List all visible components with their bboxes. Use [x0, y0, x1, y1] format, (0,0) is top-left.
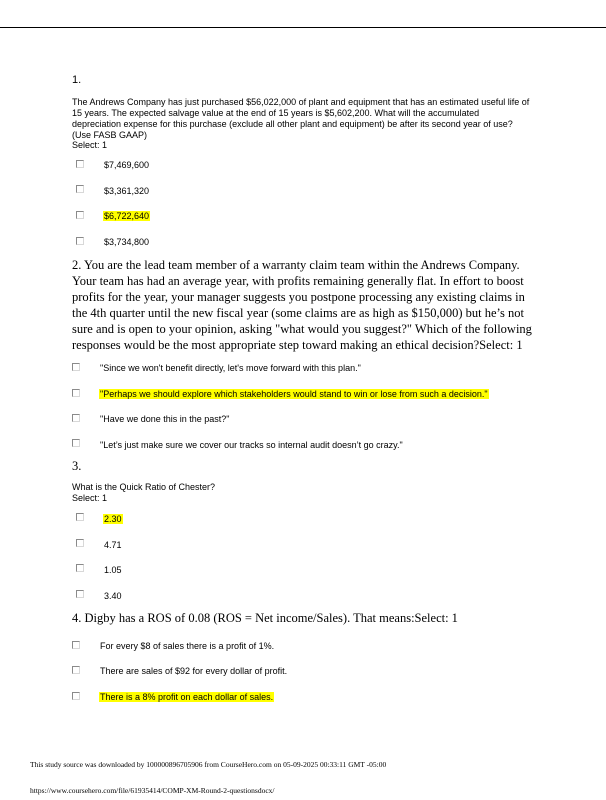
q1-option-2-checkbox[interactable]: [76, 185, 84, 193]
q2-option-2-answer: [99, 389, 489, 400]
q4-option-3-checkbox[interactable]: [72, 692, 80, 700]
q4-option-1-checkbox[interactable]: [72, 641, 80, 649]
q4-option-3-answer: [99, 692, 274, 703]
q1-number: 1.: [72, 74, 82, 86]
q4-text: 4. Digby has a ROS of 0.08 (ROS = Net income/Sales). That means:Select: 1: [72, 611, 458, 625]
q3-option-2: 4.71: [104, 540, 122, 550]
q1-select: Select: 1: [72, 140, 108, 150]
q3-option-4-checkbox[interactable]: [76, 590, 84, 598]
q1-option-3-answer: [103, 211, 150, 222]
q2-option-1-checkbox[interactable]: [72, 363, 80, 371]
highlight: 2.30: [104, 514, 122, 524]
q4-option-1: For every $8 of sales there is a profit of 1%.: [100, 641, 275, 651]
header-rule: [0, 27, 606, 28]
q2-option-3-checkbox[interactable]: [72, 414, 80, 422]
q1-option-4-checkbox[interactable]: [76, 237, 84, 245]
q3-option-4: 3.40: [104, 591, 122, 601]
q3-option-3-checkbox[interactable]: [76, 564, 84, 572]
q2-option-3: "Have we done this in the past?": [100, 414, 230, 424]
q1-option-1-checkbox[interactable]: [76, 160, 84, 168]
q4-option-2-checkbox[interactable]: [72, 666, 80, 674]
q3-text: What is the Quick Ratio of Chester?: [72, 482, 216, 492]
highlight: $6,722,640: [104, 211, 150, 221]
q2-option-4: "Let’s just make sure we cover our tracks so internal audit doesn’t go crazy.": [100, 440, 403, 450]
q3-select: Select: 1: [72, 493, 108, 503]
q3-option-2-checkbox[interactable]: [76, 539, 84, 547]
q2-option-2-checkbox[interactable]: [72, 389, 80, 397]
highlight: There is a 8% profit on each dollar of sales.: [100, 692, 274, 702]
q3-option-1-answer: [103, 514, 123, 525]
highlight: "Perhaps we should explore which stakeholders would stand to win or lose from such a decision.": [100, 389, 488, 399]
q3-option-3: 1.05: [104, 565, 122, 575]
q3-option-1-checkbox[interactable]: [76, 513, 84, 521]
q1-option-2: $3,361,320: [104, 186, 150, 196]
q2-option-4-checkbox[interactable]: [72, 439, 80, 447]
q2-text: 2. You are the lead team member of a warranty claim team within the Andrews Company. Your team has had an average year, with profits remaining generally flat. In effort to boost profits for the year, your manager suggests you postpone processing any existing claims in the 4th quarter until the new fiscal year (some claims are as high as $150,000) but he’s not sure and is open to your opinion, asking "what would you suggest?" Which of the following responses would be the most appropriate step toward making an ethical decision?Select: 1: [72, 258, 532, 352]
q1-option-1: $7,469,600: [104, 160, 150, 170]
q3-number: 3.: [72, 459, 82, 473]
source-url[interactable]: https://www.coursehero.com/file/61935414/COMP-XM-Round-2-questionsdocx/: [30, 786, 275, 795]
q1-option-4: $3,734,800: [104, 237, 150, 247]
q1-text: The Andrews Company has just purchased $56,022,000 of plant and equipment that has an estimated useful life of 15 years. The expected salvage value at the end of 15 years is $5,602,200. What will the accumulated depreciation expense for this purchase (exclude all other plant and equipment) be after its second year of use? (Use FASB GAAP): [72, 97, 530, 140]
q2-option-1: "Since we won't benefit directly, let's move forward with this plan.": [100, 363, 361, 373]
q4-option-2: There are sales of $92 for every dollar of profit.: [100, 666, 288, 676]
q1-option-3-checkbox[interactable]: [76, 211, 84, 219]
download-note: This study source was downloaded by 100000896705906 from CourseHero.com on 05-09-2025 00:33:11 GMT -05:00: [30, 760, 387, 769]
